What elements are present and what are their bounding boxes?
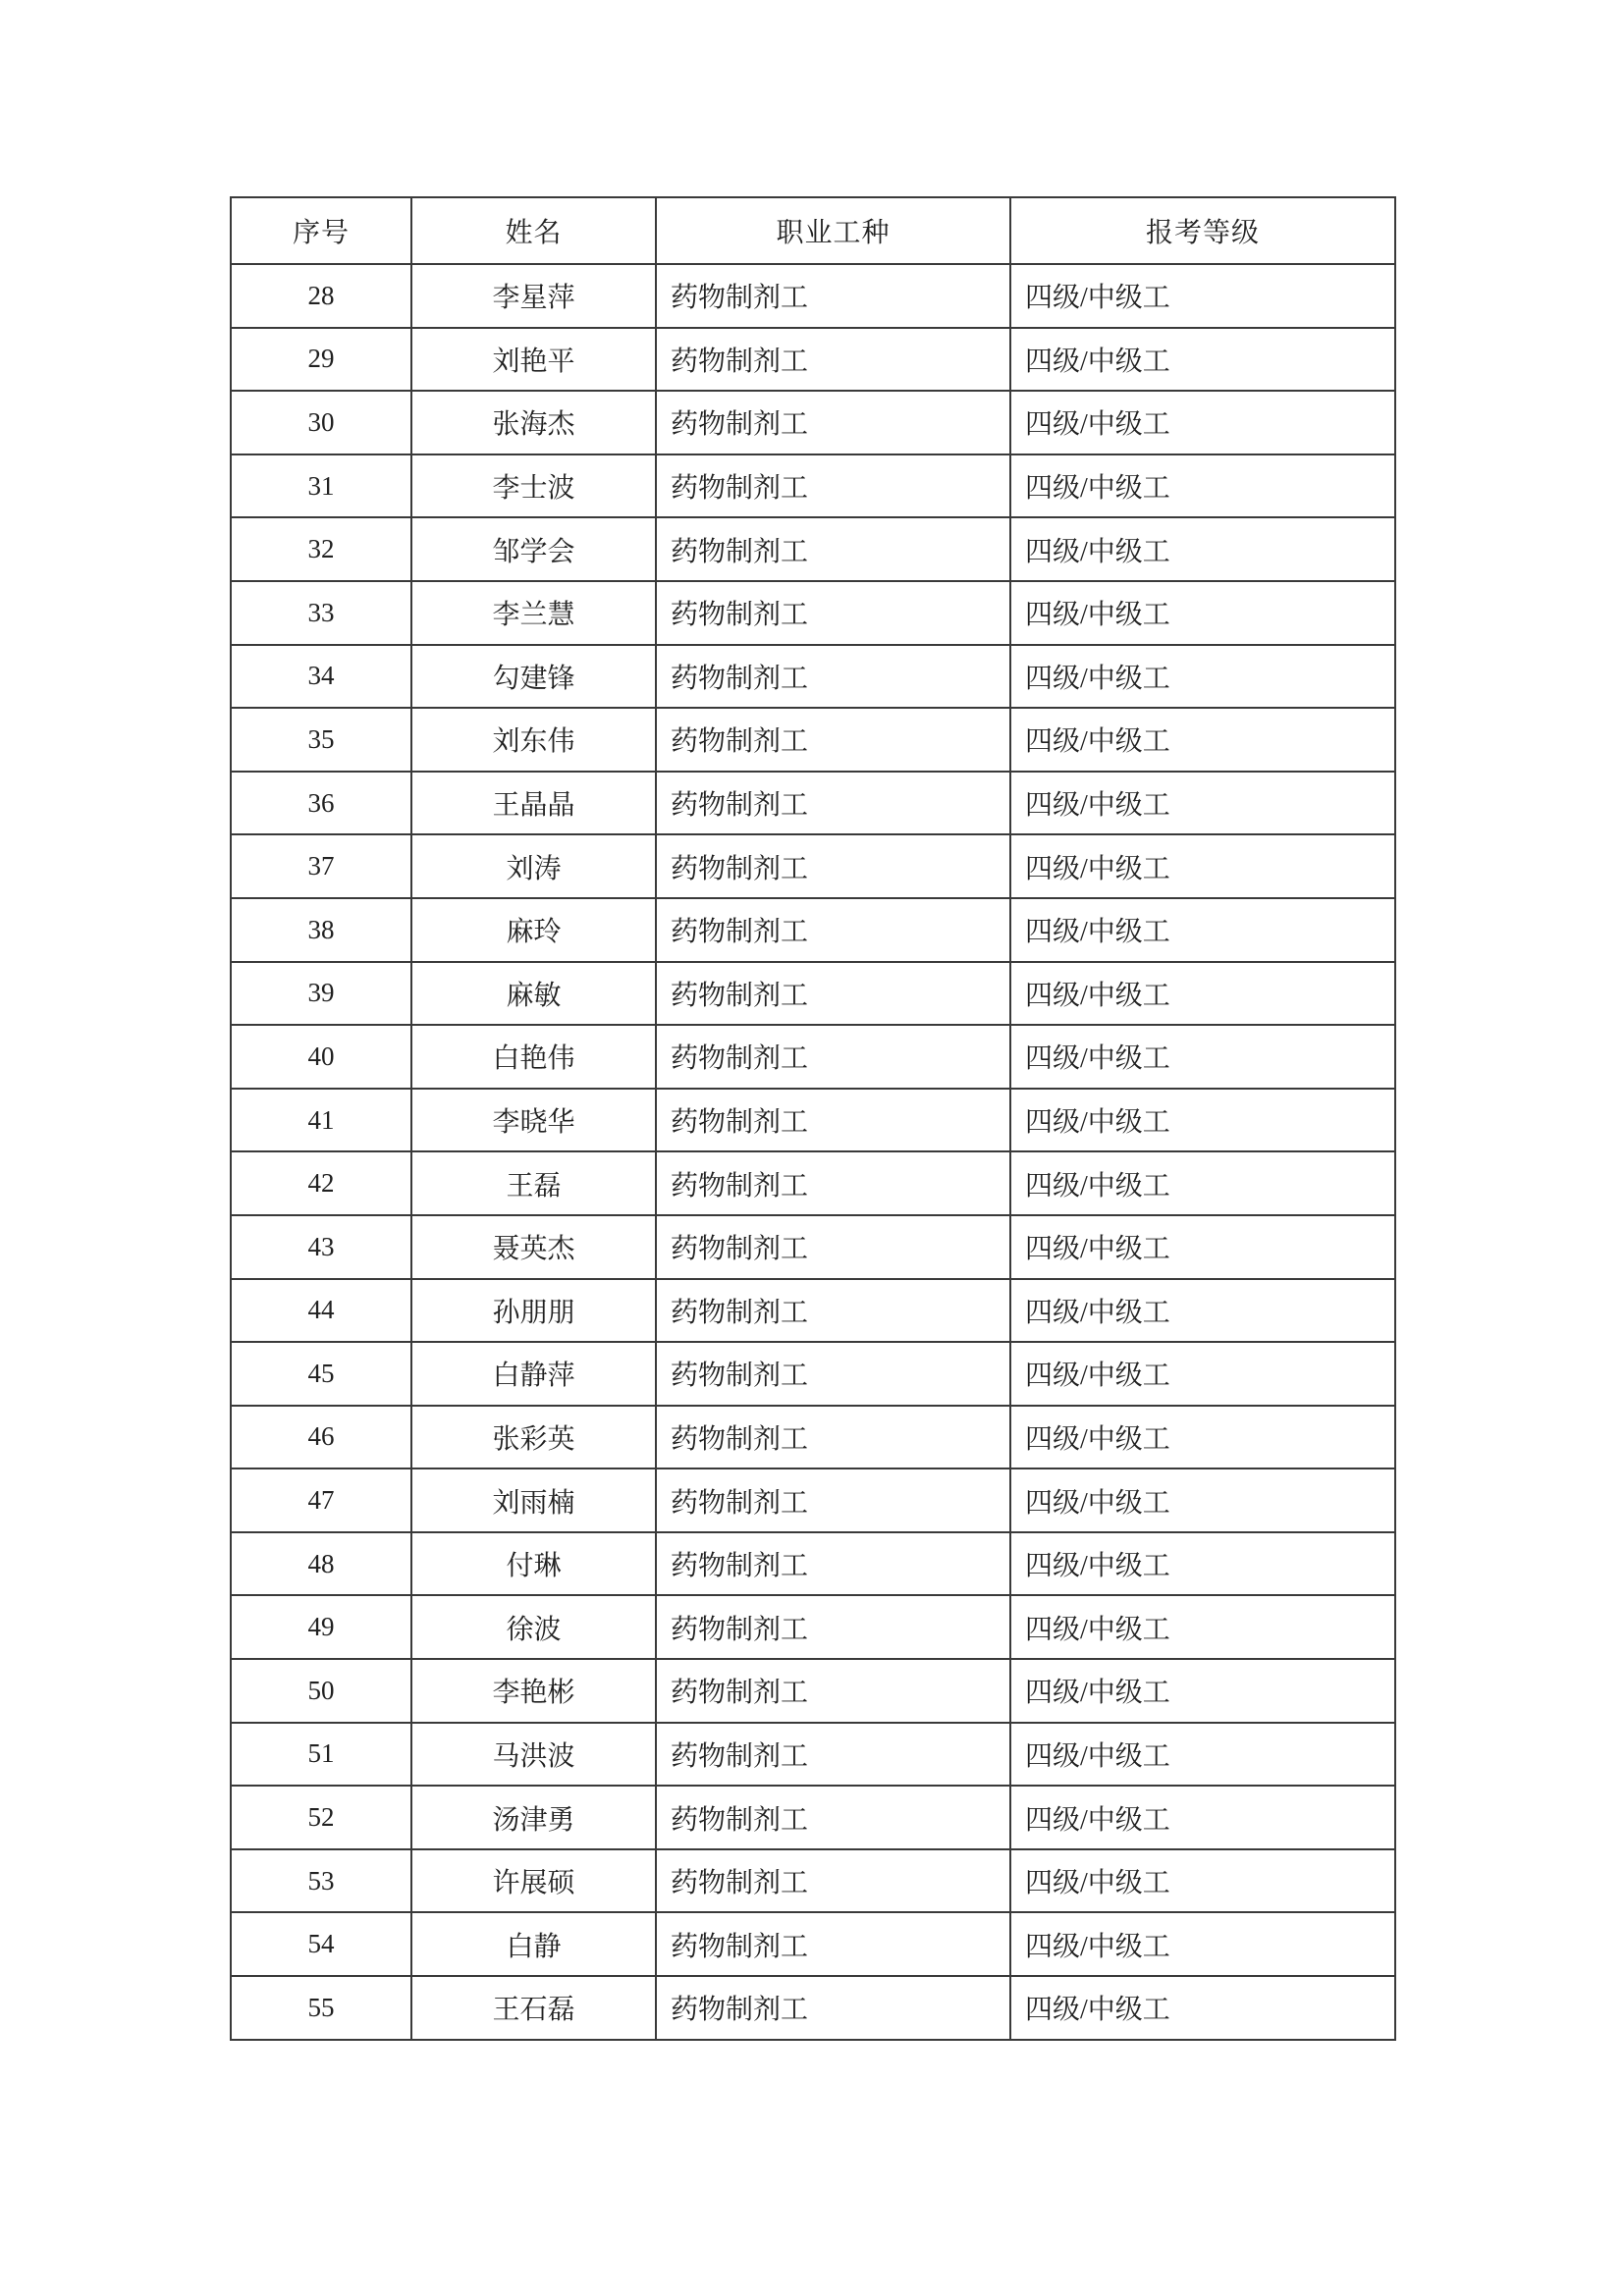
cell-occupation: 药物制剂工 xyxy=(656,645,1010,709)
cell-occupation: 药物制剂工 xyxy=(656,1912,1010,1976)
cell-level: 四级/中级工 xyxy=(1010,454,1395,518)
cell-occupation: 药物制剂工 xyxy=(656,391,1010,454)
cell-no: 34 xyxy=(231,645,411,709)
cell-no: 32 xyxy=(231,517,411,581)
cell-level: 四级/中级工 xyxy=(1010,1659,1395,1723)
cell-no: 46 xyxy=(231,1406,411,1469)
cell-no: 36 xyxy=(231,772,411,835)
cell-occupation: 药物制剂工 xyxy=(656,1215,1010,1279)
table-row xyxy=(231,1849,1395,1913)
table-row xyxy=(231,962,1395,1026)
table-row xyxy=(231,264,1395,328)
cell-name: 马洪波 xyxy=(411,1723,656,1787)
cell-no: 28 xyxy=(231,264,411,328)
cell-level: 四级/中级工 xyxy=(1010,1025,1395,1089)
cell-occupation: 药物制剂工 xyxy=(656,517,1010,581)
cell-level: 四级/中级工 xyxy=(1010,1912,1395,1976)
table-row xyxy=(231,1786,1395,1849)
table-row xyxy=(231,898,1395,962)
cell-occupation: 药物制剂工 xyxy=(656,834,1010,898)
cell-occupation: 药物制剂工 xyxy=(656,1025,1010,1089)
cell-no: 35 xyxy=(231,708,411,772)
table-row xyxy=(231,834,1395,898)
cell-level: 四级/中级工 xyxy=(1010,1089,1395,1152)
cell-level: 四级/中级工 xyxy=(1010,1976,1395,2040)
roster-table-body xyxy=(231,264,1395,2040)
header-occupation: 职业工种 xyxy=(656,197,1010,264)
table-row xyxy=(231,1723,1395,1787)
cell-occupation: 药物制剂工 xyxy=(656,581,1010,645)
cell-name: 刘东伟 xyxy=(411,708,656,772)
cell-name: 勾建锋 xyxy=(411,645,656,709)
cell-name: 刘雨楠 xyxy=(411,1468,656,1532)
cell-occupation: 药物制剂工 xyxy=(656,1089,1010,1152)
cell-occupation: 药物制剂工 xyxy=(656,264,1010,328)
table-row xyxy=(231,1151,1395,1215)
cell-occupation: 药物制剂工 xyxy=(656,1976,1010,2040)
cell-name: 张彩英 xyxy=(411,1406,656,1469)
cell-level: 四级/中级工 xyxy=(1010,391,1395,454)
cell-level: 四级/中级工 xyxy=(1010,645,1395,709)
cell-occupation: 药物制剂工 xyxy=(656,1659,1010,1723)
cell-occupation: 药物制剂工 xyxy=(656,1468,1010,1532)
table-row xyxy=(231,1976,1395,2040)
cell-name: 张海杰 xyxy=(411,391,656,454)
cell-name: 付琳 xyxy=(411,1532,656,1596)
table-row xyxy=(231,1025,1395,1089)
cell-name: 汤津勇 xyxy=(411,1786,656,1849)
cell-no: 51 xyxy=(231,1723,411,1787)
cell-no: 52 xyxy=(231,1786,411,1849)
cell-no: 45 xyxy=(231,1342,411,1406)
cell-occupation: 药物制剂工 xyxy=(656,772,1010,835)
cell-occupation: 药物制剂工 xyxy=(656,1342,1010,1406)
table-row xyxy=(231,708,1395,772)
table-row xyxy=(231,1089,1395,1152)
cell-level: 四级/中级工 xyxy=(1010,581,1395,645)
cell-level: 四级/中级工 xyxy=(1010,708,1395,772)
cell-occupation: 药物制剂工 xyxy=(656,454,1010,518)
cell-occupation: 药物制剂工 xyxy=(656,1723,1010,1787)
cell-no: 39 xyxy=(231,962,411,1026)
cell-occupation: 药物制剂工 xyxy=(656,898,1010,962)
cell-name: 麻敏 xyxy=(411,962,656,1026)
cell-no: 44 xyxy=(231,1279,411,1343)
cell-occupation: 药物制剂工 xyxy=(656,1151,1010,1215)
roster-table xyxy=(230,196,1396,2041)
table-row xyxy=(231,1215,1395,1279)
cell-level: 四级/中级工 xyxy=(1010,1215,1395,1279)
cell-level: 四级/中级工 xyxy=(1010,1468,1395,1532)
cell-no: 38 xyxy=(231,898,411,962)
cell-occupation: 药物制剂工 xyxy=(656,1406,1010,1469)
cell-level: 四级/中级工 xyxy=(1010,328,1395,392)
cell-name: 李晓华 xyxy=(411,1089,656,1152)
cell-no: 47 xyxy=(231,1468,411,1532)
cell-level: 四级/中级工 xyxy=(1010,772,1395,835)
cell-level: 四级/中级工 xyxy=(1010,1151,1395,1215)
cell-level: 四级/中级工 xyxy=(1010,834,1395,898)
cell-level: 四级/中级工 xyxy=(1010,1723,1395,1787)
cell-level: 四级/中级工 xyxy=(1010,264,1395,328)
table-row xyxy=(231,328,1395,392)
cell-name: 李兰慧 xyxy=(411,581,656,645)
cell-level: 四级/中级工 xyxy=(1010,1786,1395,1849)
cell-no: 54 xyxy=(231,1912,411,1976)
cell-name: 白静 xyxy=(411,1912,656,1976)
cell-level: 四级/中级工 xyxy=(1010,1342,1395,1406)
cell-no: 31 xyxy=(231,454,411,518)
cell-no: 37 xyxy=(231,834,411,898)
cell-name: 李士波 xyxy=(411,454,656,518)
cell-occupation: 药物制剂工 xyxy=(656,1279,1010,1343)
table-row xyxy=(231,581,1395,645)
cell-no: 55 xyxy=(231,1976,411,2040)
cell-level: 四级/中级工 xyxy=(1010,962,1395,1026)
cell-occupation: 药物制剂工 xyxy=(656,962,1010,1026)
cell-name: 李艳彬 xyxy=(411,1659,656,1723)
cell-level: 四级/中级工 xyxy=(1010,1849,1395,1913)
cell-name: 白静萍 xyxy=(411,1342,656,1406)
table-row xyxy=(231,645,1395,709)
cell-name: 邹学会 xyxy=(411,517,656,581)
cell-level: 四级/中级工 xyxy=(1010,1279,1395,1343)
cell-name: 刘涛 xyxy=(411,834,656,898)
table-row xyxy=(231,1468,1395,1532)
cell-level: 四级/中级工 xyxy=(1010,1406,1395,1469)
cell-no: 48 xyxy=(231,1532,411,1596)
cell-name: 刘艳平 xyxy=(411,328,656,392)
cell-occupation: 药物制剂工 xyxy=(656,1786,1010,1849)
cell-level: 四级/中级工 xyxy=(1010,517,1395,581)
cell-name: 徐波 xyxy=(411,1595,656,1659)
header-no: 序号 xyxy=(231,197,411,264)
table-row xyxy=(231,517,1395,581)
cell-occupation: 药物制剂工 xyxy=(656,1595,1010,1659)
cell-name: 王石磊 xyxy=(411,1976,656,2040)
table-row xyxy=(231,1279,1395,1343)
cell-no: 33 xyxy=(231,581,411,645)
cell-occupation: 药物制剂工 xyxy=(656,1849,1010,1913)
table-row xyxy=(231,1659,1395,1723)
cell-level: 四级/中级工 xyxy=(1010,1532,1395,1596)
cell-occupation: 药物制剂工 xyxy=(656,328,1010,392)
header-name: 姓名 xyxy=(411,197,656,264)
table-row xyxy=(231,1595,1395,1659)
cell-name: 许展硕 xyxy=(411,1849,656,1913)
cell-name: 麻玲 xyxy=(411,898,656,962)
table-row xyxy=(231,1406,1395,1469)
cell-name: 李星萍 xyxy=(411,264,656,328)
table-row xyxy=(231,772,1395,835)
cell-no: 42 xyxy=(231,1151,411,1215)
cell-no: 53 xyxy=(231,1849,411,1913)
cell-occupation: 药物制剂工 xyxy=(656,708,1010,772)
cell-name: 白艳伟 xyxy=(411,1025,656,1089)
cell-no: 29 xyxy=(231,328,411,392)
cell-name: 聂英杰 xyxy=(411,1215,656,1279)
cell-no: 43 xyxy=(231,1215,411,1279)
cell-no: 40 xyxy=(231,1025,411,1089)
cell-name: 王晶晶 xyxy=(411,772,656,835)
cell-no: 49 xyxy=(231,1595,411,1659)
header-row xyxy=(231,197,1395,264)
cell-name: 王磊 xyxy=(411,1151,656,1215)
cell-no: 30 xyxy=(231,391,411,454)
table-row xyxy=(231,1532,1395,1596)
table-row xyxy=(231,1912,1395,1976)
cell-no: 41 xyxy=(231,1089,411,1152)
cell-level: 四级/中级工 xyxy=(1010,1595,1395,1659)
cell-name: 孙朋朋 xyxy=(411,1279,656,1343)
cell-occupation: 药物制剂工 xyxy=(656,1532,1010,1596)
table-row xyxy=(231,391,1395,454)
table-row xyxy=(231,454,1395,518)
cell-level: 四级/中级工 xyxy=(1010,898,1395,962)
table-row xyxy=(231,1342,1395,1406)
cell-no: 50 xyxy=(231,1659,411,1723)
header-level: 报考等级 xyxy=(1010,197,1395,264)
